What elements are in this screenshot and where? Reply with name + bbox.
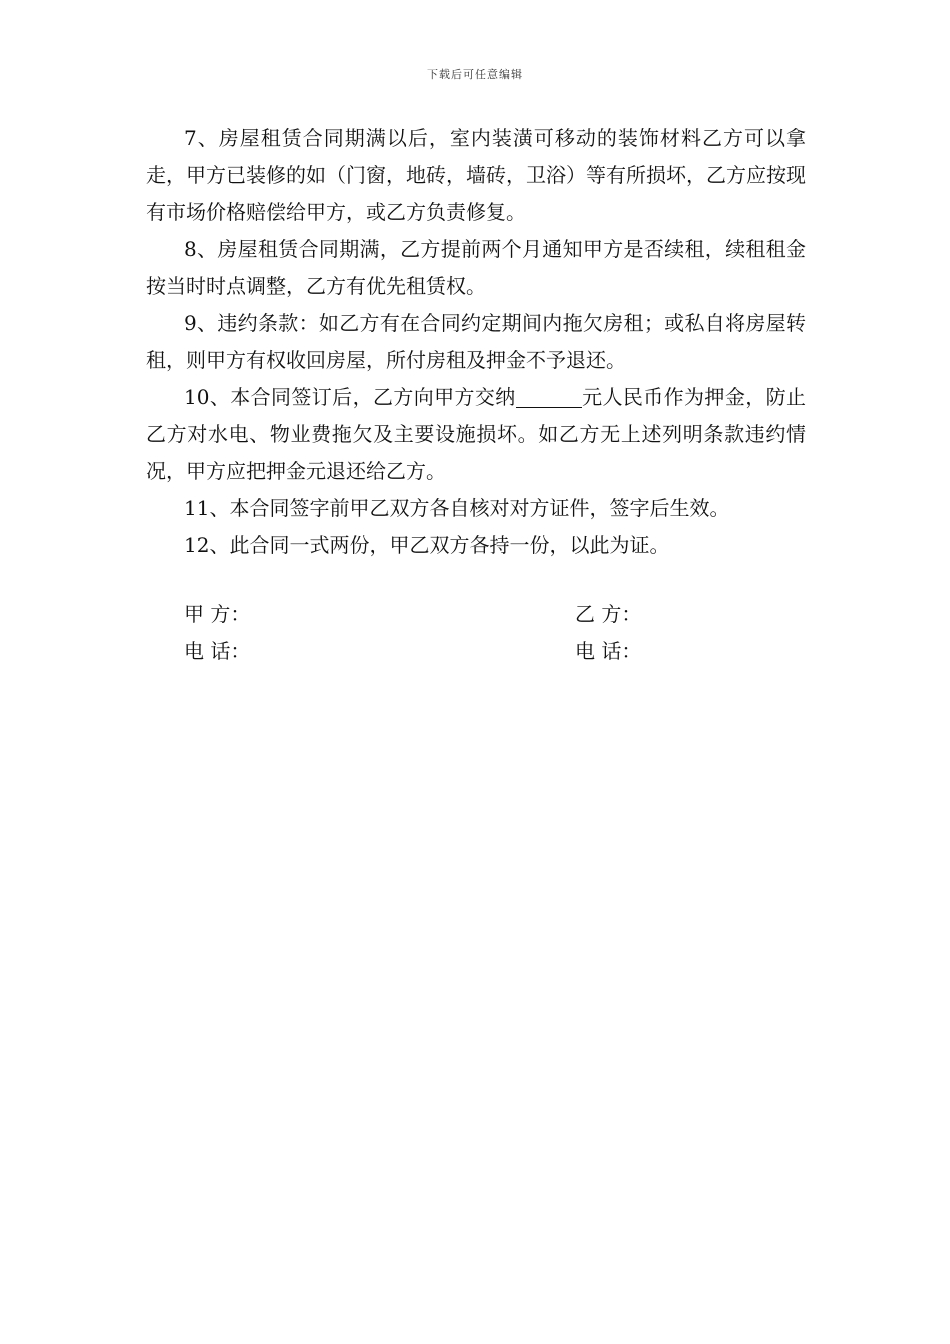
clause-8: 8、房屋租赁合同期满，乙方提前两个月通知甲方是否续租，续租租金按当时时点调整，乙方有优先租赁权。 xyxy=(146,237,806,298)
deposit-amount-blank xyxy=(516,385,582,408)
party-a-signature xyxy=(184,596,250,670)
party-a-label: 甲 方： xyxy=(184,602,251,626)
party-a-phone-label: 电 话： xyxy=(184,639,251,663)
clause-12: 12、此合同一式两份，甲乙双方各持一份，以此为证。 xyxy=(184,533,670,557)
clause-10-after: 元人民币作为押金，防止乙方对水电、物业费拖欠及主要设施损坏。如乙方无上述列明条款违约情况，甲方应把押金元退还给乙方。 xyxy=(146,385,806,483)
party-b-phone-label: 电 话： xyxy=(575,639,642,663)
contract-body xyxy=(146,120,806,564)
clause-10 xyxy=(146,379,806,490)
page-header: 下载后可任意编辑 xyxy=(427,68,523,81)
party-b-signature xyxy=(575,596,641,670)
clause-10-before: 10、本合同签订后，乙方向甲方交纳 xyxy=(184,385,516,409)
clause-7: 7、房屋租赁合同期满以后，室内装潢可移动的装饰材料乙方可以拿走，甲方已装修的如（门窗，地砖，墙砖，卫浴）等有所损坏，乙方应按现有市场价格赔偿给甲方，或乙方负责修复。 xyxy=(146,126,806,224)
party-b-label: 乙 方： xyxy=(575,602,642,626)
clause-9: 9、违约条款：如乙方有在合同约定期间内拖欠房租；或私自将房屋转租，则甲方有权收回房屋，所付房租及押金不予退还。 xyxy=(146,311,806,372)
clause-11: 11、本合同签字前甲乙双方各自核对对方证件，签字后生效。 xyxy=(184,496,730,520)
